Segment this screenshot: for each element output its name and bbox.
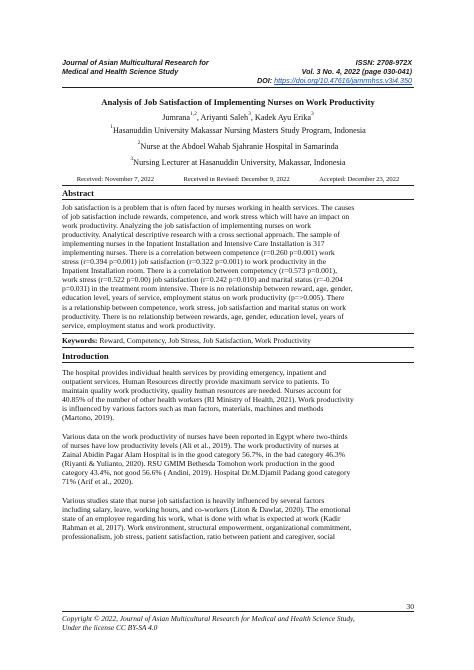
affiliation-sup: 3	[130, 156, 134, 162]
abstract-line: service, employment status and work productivity.	[62, 320, 216, 330]
paragraph-line: (Riyanti & Yulianto, 2020). RSU GMIM Bethesda Tomohon work production in the good	[62, 459, 335, 469]
introduction-heading: Introduction	[62, 351, 109, 361]
date-revised: Received in Revised: December 9, 2022	[183, 176, 290, 183]
abstract-line: Inpatient Installation room. There is a correlation between competency (r=0.573 p=0.001),	[62, 266, 337, 276]
paragraph-line: outpatient services. Human Resources directly provide maximum service to patients. To	[62, 377, 330, 387]
author-sup: 3	[311, 111, 314, 117]
intro-paragraph-1	[62, 368, 414, 422]
author-sup: 1,2	[190, 111, 197, 117]
paragraph-line: Rahman et al, 2017). Work environment, structural empowerment, organizational commitment,	[62, 523, 352, 533]
abstract-line: work stress (r=0.522 p=0.00) job satisfaction (r=0.242 p=0.010) and marital status (r=-0.204	[62, 275, 343, 285]
affiliation-2	[62, 142, 414, 151]
page-number: 30	[406, 602, 414, 611]
abstract-line: Job satisfaction is a problem that is often faced by nurses working in health services. The causes	[62, 203, 355, 212]
abstract-line: p=0.031) in the treatment room intensive. There is no relationship between reward, age, gender,	[62, 284, 353, 294]
journal-meta	[182, 58, 412, 85]
header-rule	[62, 87, 414, 88]
paragraph-line: state of an employee regarding his work, what is done with what is expected at work (Kadir	[62, 514, 341, 524]
intro-paragraph-3	[62, 496, 414, 541]
article-dates	[62, 176, 414, 183]
paragraph-line: is influenced by various factors such as man factors, materials, machines and methods	[62, 404, 324, 414]
paragraph-line: of nurses have low productivity levels (Ali et al., 2019). The work productivity of nurses at	[62, 441, 339, 451]
affiliation-text: Nurse at the Abdoel Wahab Sjahranie Hospital in Samarinda	[140, 142, 339, 151]
introduction-rule	[62, 362, 414, 363]
paragraph-line: Various studies state that nurse job satisfaction is heavily influenced by several factors	[62, 496, 325, 505]
volume-info: Vol. 3 No. 4, 2022 (page 030-041)	[301, 67, 412, 76]
footer-rule	[62, 611, 414, 612]
paragraph-line: The hospital provides individual health services by providing emergency, inpatient and	[62, 368, 327, 377]
doi-link[interactable]: https://doi.org/10.47616/jamrmhss.v3i4.350	[274, 76, 412, 85]
doi-line	[182, 76, 412, 85]
abstract-rule-mid	[62, 199, 414, 200]
keywords-rule-bottom	[62, 347, 414, 348]
paragraph-line: 71% (Arif et al., 2020).	[62, 477, 134, 487]
abstract-line: work productivity. Analyzing the job satisfaction of implementing nurses on work	[62, 221, 312, 231]
abstract-line: implementing nurses in the Inpatient Installation and Intensive Care Installation is 317	[62, 239, 325, 249]
author-name: Kadek Ayu Erika	[254, 113, 311, 122]
affiliation-1	[62, 126, 414, 135]
author-list: Jumrana$^{1,2}$, Ariyanti Saleh$^3$, Kadek Ayu Erika$^3$	[162, 111, 314, 122]
copyright-line: Copyright © 2022, Journal of Asian Multicultural Research for Medical and Health Science Study,	[62, 614, 355, 623]
paragraph-line: Zainal Abidin Pagar Alam Hospital is in the good category 56.7%, in the bad category 46.3%	[62, 450, 346, 460]
date-received: Received: November 7, 2022	[76, 176, 154, 183]
abstract-line: implementing nurses. There is a correlation between competence (r=0.260 p=0.001) work	[62, 248, 335, 258]
abstract-line: education level, years of service, employment status on work productivity (p=>0.005). There	[62, 293, 345, 303]
intro-paragraph-2	[62, 432, 414, 486]
author-name: Jumrana	[162, 113, 190, 122]
paragraph-line: Various data on the work productivity of nurses have been reported in Egypt where two-thirds	[62, 432, 348, 441]
abstract-line: productivity. Analytical descriptive research with a cross sectional approach. The sample of	[62, 230, 340, 240]
doi-label: DOI:	[256, 76, 273, 85]
author-name: Ariyanti Saleh	[200, 113, 249, 122]
abstract-line: productivity. There is no relationship between rewards, age, gender, education level, years of	[62, 311, 344, 321]
issn: ISSN: 2708-972X	[355, 58, 412, 67]
affiliation-sup: 2	[137, 140, 141, 146]
keywords-label: Keywords:	[62, 336, 98, 345]
paragraph-line: including salary, leave, working hours, and co-workers (Liton & Dawlat, 2020). The emotional	[62, 505, 351, 515]
keywords-rule-top	[62, 333, 414, 334]
paragraph-line: maintain quality work productivity, quality human resources are needed. Nurses account for	[62, 386, 342, 396]
copyright-footer	[62, 614, 432, 632]
abstract-body	[62, 203, 414, 330]
article-title: Analysis of Job Satisfaction of Implementing Nurses on Work Productivity	[101, 97, 375, 107]
abstract-line: stress (r=0.394 p=0.001) job satisfaction (r=0.322 p=0.001) to work productivity in the	[62, 257, 327, 267]
journal-name-line2: Medical and Health Science Study	[62, 67, 179, 76]
abstract-rule-top	[62, 185, 414, 186]
journal-name-line1: Journal of Asian Multicultural Research for	[62, 58, 209, 67]
date-accepted: Accepted: December 23, 2022	[319, 176, 400, 183]
paragraph-line: category 43.4%, not good 56.6% ( Andini, 2019). Hospital Dr.M.Djamil Padang good category	[62, 468, 351, 478]
paragraph-line: (Martono, 2019).	[62, 413, 115, 423]
abstract-line: of job satisfaction include rewards, competence, and work stress which will have an impact on	[62, 212, 350, 222]
paragraph-line: professionalism, job stress, patient satisfaction, ratio between patient and caregiver, social	[62, 532, 335, 542]
keywords-text: Reward, Competency, Job Stress, Job Satisfaction, Work Productivity	[99, 336, 311, 345]
keywords-line	[62, 336, 414, 345]
author-sup: 3	[248, 111, 251, 117]
abstract-line: is a relationship between competence, work stress, job satisfaction and marital status on work	[62, 302, 347, 312]
paragraph-line: 40.85% of the number of other health workers (RI Ministry of Health, 2021). Work productivity	[62, 395, 354, 405]
affiliation-text: Nursing Lecturer at Hasanuddin University, Makassar, Indonesia	[133, 158, 346, 167]
affiliation-3	[62, 158, 414, 167]
abstract-heading: Abstract	[62, 188, 94, 198]
license-line: Under the license CC BY-SA 4.0	[62, 623, 158, 632]
affiliation-text: Hasanuddin University Makassar Nursing Masters Study Program, Indonesia	[112, 126, 366, 135]
affiliation-sup: 1	[110, 124, 113, 130]
